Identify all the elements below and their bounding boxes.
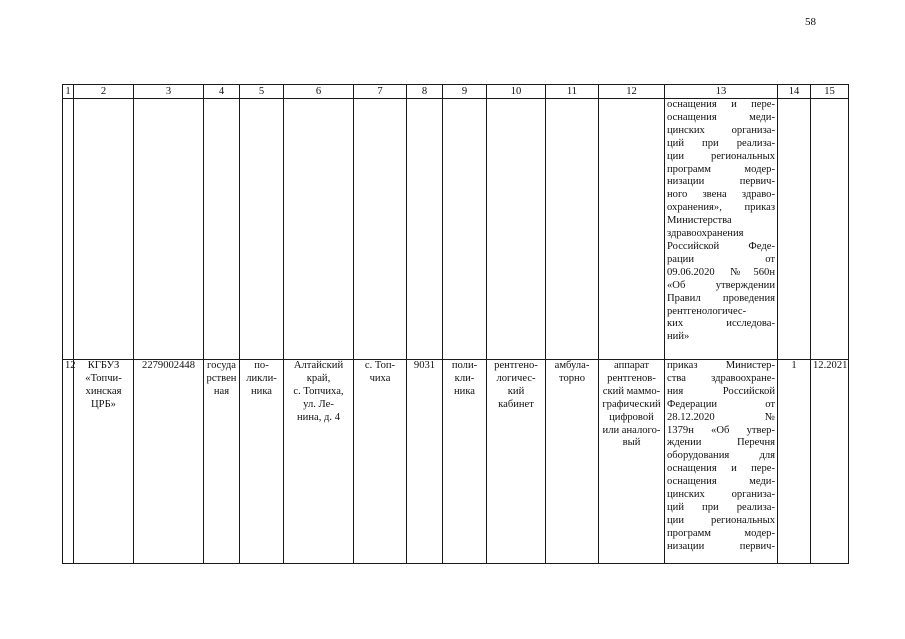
text-line: охранения», приказ — [667, 202, 775, 214]
text-line: амбула- — [554, 360, 590, 371]
text-line: рствен — [206, 372, 237, 384]
text-line: или аналого- — [602, 424, 661, 436]
column-number: 13 — [665, 85, 778, 99]
column-number-row — [63, 85, 849, 99]
text-line: оснащения меди- — [667, 476, 775, 488]
text-line: оснащения и пере- — [667, 463, 775, 475]
text-line: ции региональных — [667, 514, 775, 526]
text-line: ЦРБ» — [91, 398, 116, 410]
column-number: 3 — [134, 85, 204, 99]
unit-type — [443, 360, 487, 564]
text-line: ния Российской — [667, 385, 775, 397]
column-number: 15 — [811, 85, 849, 99]
text-line: ции региональных — [667, 150, 775, 162]
text-line: ника — [250, 385, 273, 397]
text-line: кабинет — [498, 398, 534, 410]
text-line: ства здравоохране- — [667, 372, 775, 384]
text-line: Министерства — [667, 215, 732, 227]
legal-basis — [665, 360, 778, 564]
facility-type — [240, 360, 284, 564]
text-line: нина, д. 4 — [297, 411, 340, 423]
column-number: 1 — [63, 85, 74, 99]
text-line: «Топчи- — [85, 372, 122, 384]
care-conditions — [546, 360, 599, 564]
text-line: 28.12.2020 № — [667, 411, 775, 423]
text-line: вый — [622, 437, 641, 449]
text-line: кли- — [454, 372, 475, 384]
text-line: программ модер- — [667, 527, 775, 539]
deadline-cell: 12.2021 — [811, 360, 849, 564]
text-line: оборудования для — [667, 450, 775, 462]
equipment-name — [599, 360, 665, 564]
column-number: 12 — [599, 85, 665, 99]
department-cell — [487, 360, 546, 564]
column-number: 4 — [204, 85, 240, 99]
empty-cell — [74, 99, 134, 360]
organization-name — [74, 360, 134, 564]
empty-cell — [811, 99, 849, 360]
text-line: КГБУЗ — [87, 360, 120, 371]
text-line: рентгенологичес- — [667, 305, 747, 317]
text-line: кий — [507, 385, 525, 397]
column-number: 14 — [778, 85, 811, 99]
text-line: ника — [453, 385, 476, 397]
text-line: низации первич- — [667, 540, 775, 552]
text-line: оснащения и пере- — [667, 99, 775, 110]
text-line: ций при реализа- — [667, 137, 775, 149]
text-line: рации от — [667, 253, 775, 265]
text-line: ский маммо- — [602, 385, 661, 397]
empty-cell — [546, 99, 599, 360]
address-cell — [284, 360, 354, 564]
text-line: цинских организа- — [667, 489, 775, 501]
empty-cell — [204, 99, 240, 360]
text-line: рентгенов- — [607, 372, 656, 384]
text-line: 1379н «Об утвер- — [667, 424, 775, 436]
population-cell: 9031 — [407, 360, 443, 564]
text-line: цифровой — [609, 411, 654, 423]
text-line: 09.06.2020 №560н — [667, 266, 775, 278]
text-line: низации первич- — [667, 176, 775, 188]
text-line: цинских организа- — [667, 124, 775, 136]
column-number: 6 — [284, 85, 354, 99]
ownership-form — [204, 360, 240, 564]
text-line: аппарат — [614, 360, 649, 371]
empty-cell — [354, 99, 407, 360]
text-line: Российской Феде- — [667, 240, 775, 252]
text-line: поли- — [451, 360, 478, 371]
text-line: ций при реализа- — [667, 501, 775, 513]
empty-cell — [778, 99, 811, 360]
text-line: «Об утверждении — [667, 279, 775, 291]
empty-cell — [599, 99, 665, 360]
empty-cell — [284, 99, 354, 360]
settlement-cell — [354, 360, 407, 564]
text-line: оснащения меди- — [667, 111, 775, 123]
text-line: хинская — [85, 385, 122, 397]
text-line: ждении Перечня — [667, 437, 775, 449]
text-line: торно — [558, 372, 586, 384]
column-number: 2 — [74, 85, 134, 99]
text-line: Правил проведения — [667, 292, 775, 304]
row-number: 12 — [63, 360, 74, 564]
text-line: ких исследова- — [667, 318, 775, 330]
text-line: с. Топ- — [364, 360, 396, 371]
text-line: графический — [602, 398, 661, 410]
column-number: 8 — [407, 85, 443, 99]
text-line: Алтайский — [293, 360, 344, 371]
text-line: приказ Министер- — [667, 360, 775, 371]
text-line: ний» — [667, 331, 690, 343]
text-line: ная — [213, 385, 230, 397]
quantity-cell: 1 — [778, 360, 811, 564]
empty-cell — [487, 99, 546, 360]
empty-cell — [443, 99, 487, 360]
column-number: 7 — [354, 85, 407, 99]
text-line: ного звена здраво- — [667, 189, 775, 201]
page-number: 58 — [805, 16, 816, 28]
continuation-row — [63, 99, 849, 360]
table-row — [63, 360, 849, 564]
empty-cell — [240, 99, 284, 360]
column-number: 10 — [487, 85, 546, 99]
column-number: 11 — [546, 85, 599, 99]
inn-cell: 2279002448 — [134, 360, 204, 564]
column-number: 9 — [443, 85, 487, 99]
text-line: чиха — [369, 372, 391, 384]
text-line: госуда — [207, 360, 236, 371]
text-line: с. Топчиха, — [293, 385, 344, 397]
text-line: по- — [254, 360, 269, 371]
empty-cell — [407, 99, 443, 360]
text-line: программ модер- — [667, 163, 775, 175]
text-line: логичес- — [496, 372, 536, 384]
empty-cell — [134, 99, 204, 360]
text-line: здравоохранения — [667, 228, 744, 240]
legal-basis-continuation — [665, 99, 778, 360]
equipment-table — [62, 84, 849, 564]
empty-cell — [63, 99, 74, 360]
text-line: ул. Ле- — [303, 398, 334, 410]
text-line: рентгено- — [494, 360, 538, 371]
text-line: ликли- — [246, 372, 277, 384]
column-number: 5 — [240, 85, 284, 99]
text-line: край, — [306, 372, 331, 384]
text-line: Федерации от — [667, 398, 775, 410]
